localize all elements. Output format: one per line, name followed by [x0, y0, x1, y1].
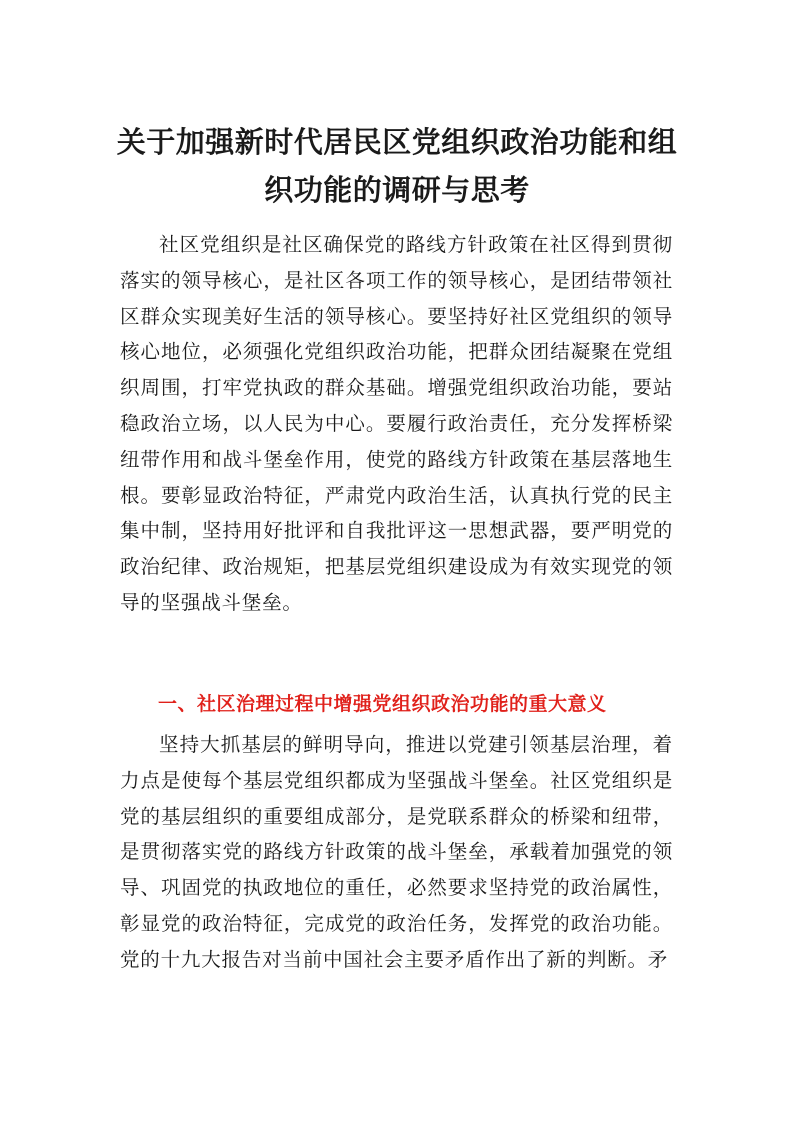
- body-paragraph-1: 社区党组织是社区确保党的路线方针政策在社区得到贯彻落实的领导核心，是社区各项工作的领导核心，是团结带领社区群众实现美好生活的领导核心。要坚持好社区党组织的领导核心地位，必须强化党组织政治功能，把群众团结凝聚在党组织周围，打牢党执政的群众基础。增强党组织政治功能，要站稳政治立场，以人民为中心。要履行政治责任，充分发挥桥梁纽带作用和战斗堡垒作用，使党的路线方针政策在基层落地生根。要彰显政治特征，严肃党内政治生活，认真执行党的民主集中制，坚持用好批评和自我批评这一思想武器，要严明党的政治纪律、政治规矩，把基层党组织建设成为有效实现党的领导的坚强战斗堡垒。: [120, 233, 673, 614]
- section-heading-1: 一、社区治理过程中增强党组织政治功能的重大意义: [158, 693, 607, 715]
- document-title: 关于加强新时代居民区党组织政治功能和组织功能的调研与思考: [116, 125, 678, 207]
- body-paragraph-2: 坚持大抓基层的鲜明导向，推进以党建引领基层治理，着力点是使每个基层党组织都成为坚强战斗堡垒。社区党组织是党的基层组织的重要组成部分，是党联系群众的桥梁和纽带，是贯彻落实党的路线方针政策的战斗堡垒，承载着加强党的领导、巩固党的执政地位的重任，必然要求坚持党的政治属性，彰显党的政治特征，完成党的政治任务，发挥党的政治功能。党的十九大报告对当前中国社会主要矛盾作出了新的判断。矛: [120, 733, 673, 971]
